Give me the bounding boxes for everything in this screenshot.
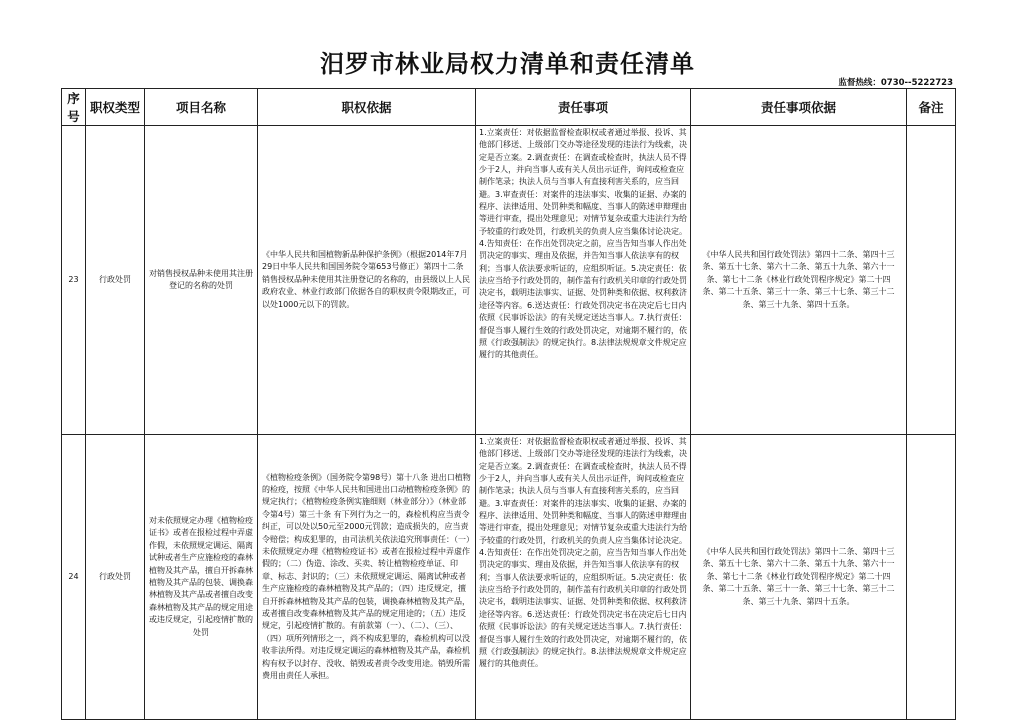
header-basis: 职权依据 bbox=[258, 89, 476, 126]
row-seq: 23 bbox=[62, 126, 86, 435]
row-name: 对未依照规定办理《植物检疫证书》或者在报检过程中弄虚作假，未依照规定调运、隔离试种或者生产应施检疫的森林植物及其产品，擅自开拆森林植物及其产品的包装、调换森林植物及其产品或者擅自改变森林植物及其产品的规定用途或违反规定，引起疫情扩散的处罚 bbox=[145, 435, 258, 720]
row-duty bbox=[476, 126, 691, 435]
row-name: 对销售授权品种未使用其注册登记的名称的处罚 bbox=[145, 126, 258, 435]
row-duty-text: 1.立案责任：对依据监督检查职权或者通过举报、投诉、其他部门移送、上级部门交办等途径发现的违法行为线索，决定是否立案。2.调查责任：在调查或检查时，执法人员不得少于2人，并向当事人或有关人员出示证件，询问或检查应制作笔录；执法人员与当事人有直接利害关系的，应当回避。3.审查责任：对案件的违法事实、收集的证据、办案的程序、法律适用、处罚种类和幅度、当事人的陈述申辩理由等进行审查，提出处理意见；对情节复杂或重大违法行为给予较重的行政处罚，行政机关的负责人应当集体讨论决定。4.告知责任：在作出处罚决定之前，应当告知当事人作出处罚决定的事实、理由及依据，并告知当事人依法享有的权利；当事人依法要求听证的，应组织听证。5.决定责任：依法应当给予行政处罚的，制作盖有行政机关印章的行政处罚决定书，载明违法事实、证据、处罚种类和依据、权利救济途径等内容。6.送达责任：行政处罚决定书在决定后七日内依照《民事诉讼法》的有关规定送达当事人。7.执行责任：督促当事人履行生效的行政处罚决定，对逾期不履行的，依照《行政强制法》的规定执行。8.法律法规规章文件规定应履行的其他责任。 bbox=[479, 128, 687, 360]
header-duty-basis: 责任事项依据 bbox=[691, 89, 907, 126]
header-name: 项目名称 bbox=[145, 89, 258, 126]
row-note bbox=[907, 126, 956, 435]
row-duty-basis: 《中华人民共和国行政处罚法》第四十二条、第四十三条、第五十七条、第六十二条、第五十九条、第六十一条、第七十二条《林业行政处罚程序规定》第二十四条、第二十五条、第三十一条、第三十七条、第三十二条、第三十九条、第四十五条。 bbox=[691, 435, 907, 720]
header-note: 备注 bbox=[907, 89, 956, 126]
power-list-table bbox=[61, 88, 956, 720]
row-basis: 《植物检疫条例》（国务院令第98号）第十八条 进出口植物的检疫，按照《中华人民共和国进出口动植物检疫条例》的规定执行；《植物检疫条例实施细则（林业部分）》（林业部令第4号）第三十条 有下列行为之一的，森检机构应当责令纠正，可以处以50元至2000元罚款；造成损失的，应当责令赔偿；构成犯罪的，由司法机关依法追究刑事责任：（一）未依照规定办理《植物检疫证书》或者在报检过程中弄虚作假的；（二）伪造、涂改、买卖、转让植物检疫单证、印章、标志、封识的；（三）未依照规定调运、隔离试种或者生产应施检疫的森林植物及其产品的；（四）违反规定，擅自开拆森林植物及其产品的包装，调换森林植物及其产品，或者擅自改变森林植物及其产品的规定用途的；（五）违反规定，引起疫情扩散的。有前款第（一）、（二）、（三）、（四）项所列情形之一，尚不构成犯罪的，森检机构可以没收非法所得。对违反规定调运的森林植物及其产品，森检机构有权予以封存、没收、销毁或者责令改变用途。销毁所需费用由责任人承担。 bbox=[258, 435, 476, 720]
table-row bbox=[62, 126, 956, 435]
row-duty-text: 1.立案责任：对依据监督检查职权或者通过举报、投诉、其他部门移送、上级部门交办等途径发现的违法行为线索，决定是否立案。2.调查责任：在调查或检查时，执法人员不得少于2人，并向当事人或有关人员出示证件，询问或检查应制作笔录；执法人员与当事人有直接利害关系的，应当回避。3.审查责任：对案件的违法事实、收集的证据、办案的程序、法律适用、处罚种类和幅度、当事人的陈述申辩理由等进行审查，提出处理意见；对情节复杂或重大违法行为给予较重的行政处罚，行政机关的负责人应当集体讨论决定。4.告知责任：在作出处罚决定之前，应当告知当事人作出处罚决定的事实、理由及依据，并告知当事人依法享有的权利；当事人依法要求听证的，应组织听证。5.决定责任：依法应当给予行政处罚的，制作盖有行政机关印章的行政处罚决定书，载明违法事实、证据、处罚种类和依据、权利救济途径等内容。6.送达责任：行政处罚决定书在决定后七日内依照《民事诉讼法》的有关规定送达当事人。7.执行责任：督促当事人履行生效的行政处罚决定，对逾期不履行的，依照《行政强制法》的规定执行。8.法律法规规章文件规定应履行的其他责任。 bbox=[479, 437, 687, 669]
row-note bbox=[907, 435, 956, 720]
table-row bbox=[62, 435, 956, 720]
supervision-hotline: 监督热线：0730--5222723 bbox=[838, 78, 953, 88]
row-seq: 24 bbox=[62, 435, 86, 720]
header-seq: 序号 bbox=[62, 89, 86, 126]
document-title: 汨罗市林业局权力清单和责任清单 bbox=[320, 50, 695, 78]
row-duty-basis: 《中华人民共和国行政处罚法》第四十二条、第四十三条、第五十七条、第六十二条、第五十九条、第六十一条、第七十二条《林业行政处罚程序规定》第二十四条、第二十五条、第三十一条、第三十七条、第三十二条、第三十九条、第四十五条。 bbox=[691, 126, 907, 435]
header-duty: 责任事项 bbox=[476, 89, 691, 126]
row-duty bbox=[476, 435, 691, 720]
row-type: 行政处罚 bbox=[86, 126, 145, 435]
row-type: 行政处罚 bbox=[86, 435, 145, 720]
header-type: 职权类型 bbox=[86, 89, 145, 126]
table-header-row bbox=[62, 89, 956, 126]
row-basis: 《中华人民共和国植物新品种保护条例》（根据2014年7月29日中华人民共和国国务院令第653号修正）第四十二条 销售授权品种未使用其注册登记的名称的，由县级以上人民政府农业、林业行政部门依据各自的职权责令限期改正，可以处1000元以下的罚款。 bbox=[258, 126, 476, 435]
